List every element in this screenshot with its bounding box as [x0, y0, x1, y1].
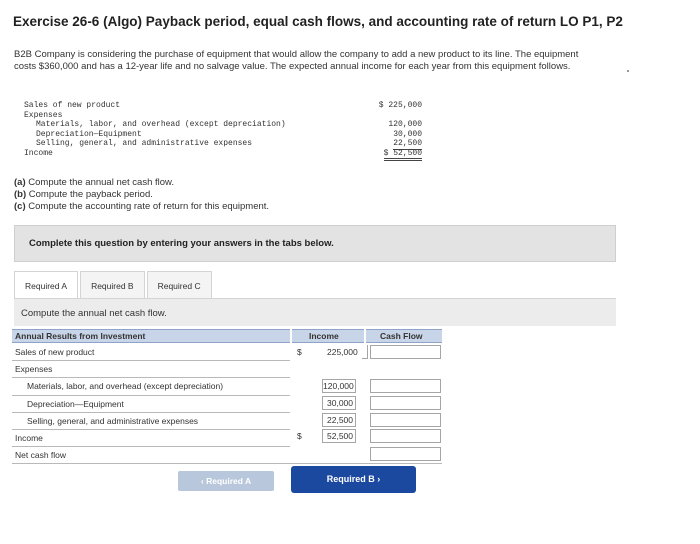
task-prompt-panel: Compute the annual net cash flow. [14, 298, 616, 326]
income-selling-input[interactable]: 22,500 [322, 413, 356, 427]
prev-required-a-button[interactable]: ‹ Required A [178, 471, 274, 491]
tab-bar [14, 271, 214, 299]
tab-required-b[interactable]: Required B [80, 271, 145, 299]
tab-required-c[interactable]: Required C [147, 271, 212, 299]
page-title: Exercise 26-6 (Algo) Payback period, equal cash flows, and accounting rate of return LO P1, P2 [13, 14, 623, 29]
income-total-input[interactable]: 52,500 [322, 429, 356, 443]
table-bottom-border [12, 463, 442, 464]
instructions-banner: Complete this question by entering your answers in the tabs below. [14, 225, 616, 262]
income-sales-box [362, 345, 368, 359]
statement-row-materials: Materials, labor, and overhead (except depreciation) 120,000 [36, 120, 422, 129]
tab-required-a[interactable]: Required A [14, 271, 78, 299]
currency-symbol: $ [297, 431, 302, 441]
cash-flow-sales-input[interactable] [370, 345, 441, 359]
income-depreciation-input[interactable]: 30,000 [322, 396, 356, 410]
row-divider [12, 377, 290, 378]
net-cash-flow-input[interactable] [370, 447, 441, 461]
task-list [14, 177, 269, 213]
row-label-expenses: Expenses [15, 364, 53, 374]
income-statement [24, 101, 430, 158]
row-divider [12, 446, 290, 447]
row-label-selling: Selling, general, and administrative expenses [27, 416, 199, 426]
answer-table [12, 329, 442, 464]
statement-row-selling: Selling, general, and administrative expenses 22,500 [36, 139, 422, 148]
row-divider [12, 412, 290, 413]
row-label-materials: Materials, labor, and overhead (except depreciation) [27, 381, 224, 391]
next-required-b-button[interactable]: Required B › [291, 466, 416, 493]
row-label-net-cash-flow: Net cash flow [15, 450, 67, 460]
income-sales-value: 225,000 [327, 347, 358, 357]
task-c: (c) Compute the accounting rate of return for this equipment. [14, 201, 270, 212]
row-label-income: Income [15, 433, 43, 443]
column-header-cash-flow: Cash Flow [380, 331, 423, 341]
currency-symbol: $ [297, 347, 302, 357]
row-divider [12, 395, 290, 396]
task-a: (a) Compute the annual net cash flow. [14, 177, 175, 188]
task-b: (b) Compute the payback period. [14, 189, 153, 200]
statement-row-expenses: Expenses [24, 110, 63, 120]
decorative-dot [627, 70, 629, 72]
income-materials-input[interactable]: 120,000 [322, 379, 356, 393]
statement-row-depreciation: Depreciation—Equipment 30,000 [36, 129, 422, 139]
row-label-sales: Sales of new product [15, 347, 95, 357]
cash-flow-materials-input[interactable] [370, 379, 441, 393]
table-header-label: Annual Results from Investment [15, 331, 146, 341]
statement-row-sales: Sales of new product $ 225,000 [24, 101, 422, 110]
cash-flow-depreciation-input[interactable] [370, 396, 441, 410]
statement-row-income: Income $ 52,500 [24, 149, 430, 159]
row-divider [12, 429, 290, 430]
row-label-depreciation: Depreciation—Equipment [27, 399, 124, 409]
column-header-income: Income [309, 331, 339, 341]
cash-flow-income-input[interactable] [370, 429, 441, 443]
cash-flow-selling-input[interactable] [370, 413, 441, 427]
problem-description: B2B Company is considering the purchase of equipment that would allow the company to add a new product to its line. The equipment costs $360,000 and has a 12-year life and no salvage value. The expected annual income for each year from this equipment follows. [14, 49, 579, 72]
row-divider [12, 360, 290, 361]
